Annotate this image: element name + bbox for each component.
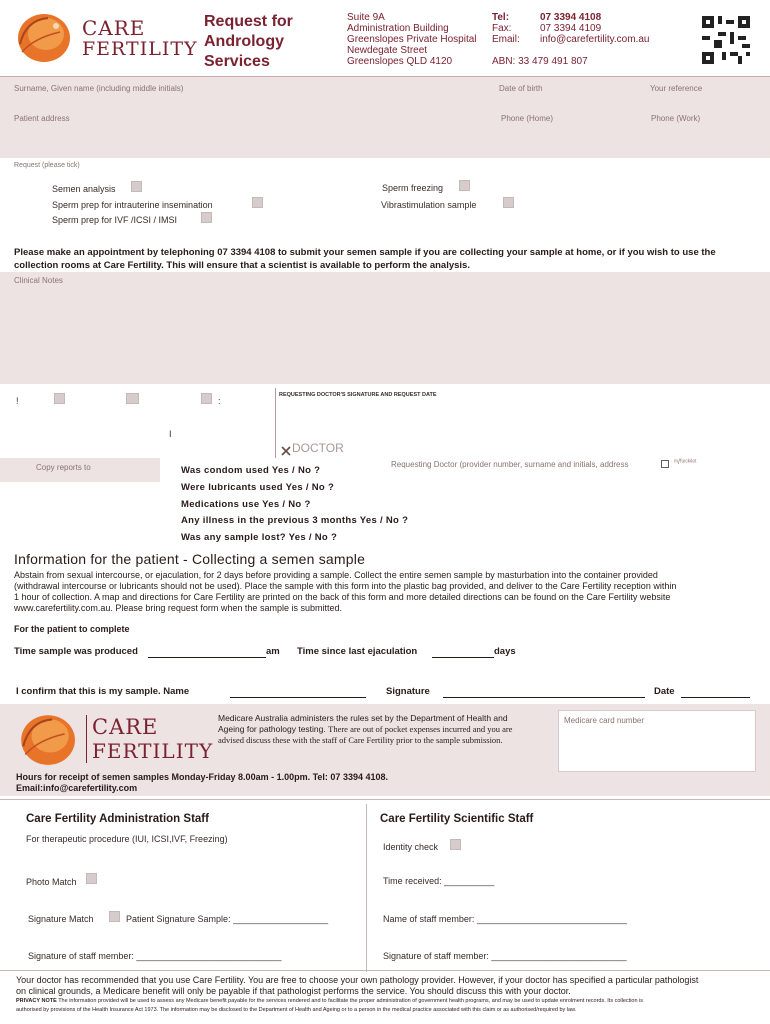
time-received-field[interactable]: Time received: __________ bbox=[383, 876, 495, 886]
info-paragraph bbox=[14, 570, 759, 614]
medicare-text bbox=[218, 713, 528, 746]
logo bbox=[12, 8, 198, 66]
question-item: Any illness in the previous 3 months Yes / No ? bbox=[181, 515, 409, 527]
colon-mark: : bbox=[218, 396, 221, 406]
sperm-prep-iui-label: Sperm prep for intrauterine insemination bbox=[52, 200, 213, 210]
tel-value: 07 3394 4108 bbox=[540, 12, 602, 23]
time-produced-input[interactable] bbox=[148, 657, 266, 658]
logo-fertility: FERTILITY bbox=[92, 739, 214, 763]
signature-match-label: Signature Match bbox=[28, 914, 94, 924]
address-line: Greenslopes Private Hospital bbox=[347, 34, 477, 45]
abn: ABN: 33 479 491 807 bbox=[492, 56, 588, 67]
phone-home-field[interactable]: Phone (Home) bbox=[501, 114, 554, 123]
patient-signature-sample-field[interactable]: Patient Signature Sample: ___________________ bbox=[126, 914, 329, 924]
info-line: 1 hour of collection. A map and directions for Care Fertility are printed on the back of this form and more detailed directions can be found on the Care Fertility website bbox=[14, 592, 671, 602]
photo-match-label: Photo Match bbox=[26, 877, 77, 887]
footer-line: Your doctor has recommended that you use Care Fertility. You are free to choose your own pathology provider. However, if your doctor has specified a particular pathologist bbox=[16, 975, 699, 985]
semen-analysis-label: Semen analysis bbox=[52, 184, 116, 194]
signature-label: Signature bbox=[386, 686, 430, 697]
sperm-freezing-label: Sperm freezing bbox=[382, 183, 444, 193]
question-item: Was condom used Yes / No ? bbox=[181, 465, 321, 476]
logo-care: CARE bbox=[82, 16, 146, 40]
dob-field[interactable]: Date of birth bbox=[499, 84, 543, 93]
requesting-doctor-tail: ᵐ/ᶠᵘᶦᶜᵏᶦˡᵉᵗ bbox=[674, 459, 697, 466]
your-reference-field[interactable]: Your reference bbox=[650, 84, 703, 93]
logo-care: CARE bbox=[92, 715, 159, 739]
therapeutic-label: For therapeutic procedure (IUI, ICSI,IVF, Freezing) bbox=[26, 834, 228, 844]
requesting-doctor-checkbox[interactable] bbox=[661, 460, 669, 468]
footer-line: on clinical grounds, a Medicare benefit will only be payable if that pathologist performs the service. You should discuss this with your doctor. bbox=[16, 986, 571, 996]
question-item: Were lubricants used Yes / No ? bbox=[181, 481, 335, 493]
vibrastimulation-checkbox[interactable] bbox=[503, 197, 514, 208]
phone-work-field[interactable]: Phone (Work) bbox=[651, 114, 701, 123]
address-line: Greenslopes QLD 4120 bbox=[347, 56, 453, 67]
info-line: Abstain from sexual intercourse, or ejaculation, for 2 days before providing a sample. Collect the entire semen sample by masturbation into the container provided bbox=[14, 570, 658, 580]
medicare-card-label: Medicare card number bbox=[564, 716, 645, 725]
appointment-notice: Please make an appointment by telephoning 07 3394 4108 to submit your semen sample if you are collecting your sample at home, or if you wish to use the collection rooms at Care Fertility. This will ensure that a scientist is available to perform the analysis. bbox=[14, 247, 716, 271]
vibrastimulation-label: Vibrastimulation sample bbox=[381, 200, 477, 210]
medicare-text-main: Medicare Australia administers the rules set by the Department of Health and Ageing for pathology testing. bbox=[218, 713, 508, 734]
sample-questions bbox=[181, 463, 408, 547]
clinical-notes-label: Clinical Notes bbox=[14, 276, 63, 285]
address-line: Suite 9A bbox=[347, 12, 385, 23]
medicare-text-serif: There are out of pocket expenses incurred and you are advised discuss these with the staff of Care Fertility prior to the sample submission. bbox=[218, 724, 513, 745]
tel-label: Tel: bbox=[492, 12, 510, 23]
info-line: (withdrawal intercourse or lubricants should not be used). Place the sample with this form into the plastic bag provided, and deliver to the Care Fertility reception within bbox=[14, 581, 677, 591]
qr-code-icon bbox=[702, 16, 750, 64]
doctor-cross-icon bbox=[281, 443, 291, 461]
signature-match-checkbox[interactable] bbox=[109, 911, 120, 922]
requesting-doctor-field[interactable]: Requesting Doctor (provider number, surname and initials, address bbox=[391, 460, 629, 469]
footer-notice bbox=[16, 975, 761, 997]
care-fertility-logo-icon bbox=[14, 709, 78, 769]
exclamation-mark: ! bbox=[16, 396, 19, 406]
care-fertility-logo-icon bbox=[12, 8, 72, 66]
date-label: Date bbox=[654, 686, 675, 697]
sci-staff-signature-field[interactable]: Signature of staff member: ___________________________ bbox=[383, 951, 627, 961]
time-since-input[interactable] bbox=[432, 657, 494, 658]
doctor-mark: DOCTOR bbox=[292, 441, 344, 455]
surname-field[interactable]: Surname, Given name (including middle initials) bbox=[14, 84, 184, 93]
hours-line: Hours for receipt of semen samples Monday-Friday 8.00am - 1.00pm. Tel: 07 3394 4108. bbox=[16, 772, 388, 782]
sperm-prep-ivf-label: Sperm prep for IVF /ICSI / IMSI bbox=[52, 215, 178, 225]
medicare-card-field[interactable] bbox=[558, 710, 756, 772]
hours-email: Email:info@carefertility.com bbox=[16, 783, 138, 793]
confirm-name-input[interactable] bbox=[230, 697, 366, 698]
name-staff-field[interactable]: Name of staff member: ______________________________ bbox=[383, 914, 628, 924]
sci-staff-heading: Care Fertility Scientific Staff bbox=[380, 813, 534, 825]
copy-reports-field[interactable]: Copy reports to bbox=[36, 463, 91, 472]
am-label: am bbox=[266, 646, 280, 657]
address-line: Newdegate Street bbox=[347, 45, 428, 56]
title-line: Services bbox=[204, 53, 270, 70]
sperm-prep-iui-checkbox[interactable] bbox=[252, 197, 263, 208]
privacy-text: The information provided will be used to assess any Medicare benefit payable for the services rendered and to facilitate the proper administration of government health programs, and may be used to update enrolment records. Its collection is bbox=[58, 998, 644, 1004]
email-label: Email: bbox=[492, 34, 520, 45]
confirm-name-label: I confirm that this is my sample. Name bbox=[16, 686, 190, 697]
title-line: Request for bbox=[204, 13, 293, 30]
identity-check-label: Identity check bbox=[383, 842, 439, 852]
hours-text bbox=[16, 772, 388, 794]
copy-option-checkbox[interactable] bbox=[201, 393, 212, 404]
admin-staff-signature-field[interactable]: Signature of staff member: _____________________________ bbox=[28, 951, 282, 961]
patient-address-field[interactable]: Patient address bbox=[14, 114, 70, 123]
days-label: days bbox=[494, 646, 516, 657]
question-item: Was any sample lost? Yes / No ? bbox=[181, 532, 338, 544]
copy-option-checkbox[interactable] bbox=[126, 393, 139, 404]
email-value: info@carefertility.com.au bbox=[540, 34, 650, 45]
clinical-notes-band bbox=[0, 272, 770, 384]
request-heading: Request (please tick) bbox=[14, 162, 80, 169]
privacy-line2: authorised by provisions of the Health Insurance Act 1973. The information may be disclosed to the Department of Health and Ageing or to a person in the medical practice associated with this claim or as authorised/required by law. bbox=[16, 1007, 577, 1013]
copy-option-checkbox[interactable] bbox=[54, 393, 65, 404]
logo-small bbox=[14, 709, 214, 769]
title-line: Andrology bbox=[204, 33, 284, 50]
privacy-note bbox=[16, 997, 761, 1015]
semen-analysis-checkbox[interactable] bbox=[131, 181, 142, 192]
privacy-label: PRIVACY NOTE bbox=[16, 998, 57, 1004]
question-item: Medications use Yes / No ? bbox=[181, 498, 311, 510]
date-input[interactable] bbox=[681, 697, 750, 698]
time-produced-label: Time sample was produced bbox=[14, 646, 138, 657]
sperm-freezing-checkbox[interactable] bbox=[459, 180, 470, 191]
info-line: www.carefertility.com.au. Please bring request form when the sample is submitted. bbox=[14, 603, 342, 613]
fax-value: 07 3394 4109 bbox=[540, 23, 602, 34]
photo-match-checkbox[interactable] bbox=[86, 873, 97, 884]
admin-staff-heading: Care Fertility Administration Staff bbox=[26, 813, 209, 825]
address-line: Administration Building bbox=[347, 23, 449, 34]
contact-block bbox=[492, 12, 672, 67]
pipe-mark: I bbox=[169, 429, 172, 439]
page-title bbox=[204, 12, 293, 72]
signature-input[interactable] bbox=[443, 697, 645, 698]
sperm-prep-ivf-checkbox[interactable] bbox=[201, 212, 212, 223]
clinic-address bbox=[347, 12, 477, 67]
info-heading: Information for the patient - Collecting a semen sample bbox=[14, 551, 366, 567]
patient-complete-label: For the patient to complete bbox=[14, 624, 130, 634]
identity-check-checkbox[interactable] bbox=[450, 839, 461, 850]
doctor-signature-label: REQUESTING DOCTOR'S SIGNATURE AND REQUEST DATE bbox=[279, 392, 437, 398]
logo-fertility: FERTILITY bbox=[82, 38, 198, 60]
fax-label: Fax: bbox=[492, 23, 512, 34]
time-since-label: Time since last ejaculation bbox=[297, 646, 418, 657]
